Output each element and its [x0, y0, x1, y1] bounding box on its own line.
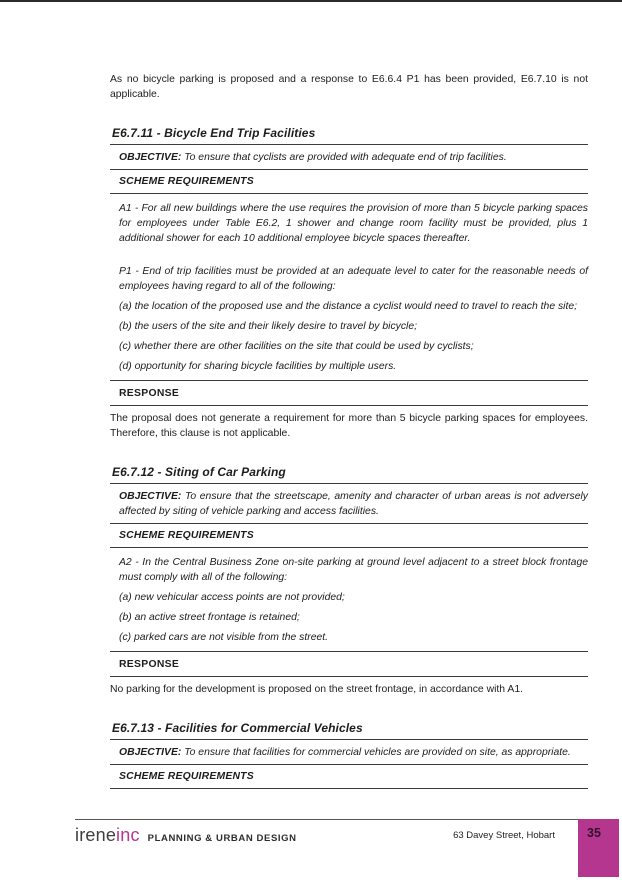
objective-label: OBJECTIVE:	[119, 747, 182, 758]
logo-text-inc: inc	[116, 825, 140, 845]
objective-label: OBJECTIVE:	[119, 491, 182, 502]
section-e6-7-12	[110, 465, 588, 697]
scheme-requirements-row: SCHEME REQUIREMENTS	[110, 170, 588, 194]
requirement-list-item: (a) new vehicular access points are not provided;	[119, 592, 345, 603]
requirement-list-item: (d) opportunity for sharing bicycle facilities by multiple users.	[119, 361, 397, 372]
requirement-list-item: (a) the location of the proposed use and the distance a cyclist would need to travel to reach the site;	[119, 301, 578, 312]
section-heading: E6.7.13 - Facilities for Commercial Vehicles	[110, 721, 588, 740]
intro-paragraph: As no bicycle parking is proposed and a response to E6.6.4 P1 has been provided, E6.7.10 is not applicable.	[110, 74, 588, 100]
section-heading: E6.7.12 - Siting of Car Parking	[110, 465, 588, 484]
page-number-badge: 35	[578, 819, 619, 877]
scheme-requirements-row: SCHEME REQUIREMENTS	[110, 765, 588, 789]
requirement-paragraph: A2 - In the Central Business Zone on-site parking at ground level adjacent to a street block frontage must comply with all of the following:	[119, 557, 588, 583]
logo-text-irene: irene	[75, 825, 117, 845]
objective-text: To ensure that facilities for commercial vehicles are provided on site, as appropriate.	[184, 747, 571, 758]
objective-row	[110, 145, 588, 170]
requirement-paragraph: A1 - For all new buildings where the use requires the provision of more than 5 bicycle parking spaces for employees under Table E6.2, 1 shower and change room facility must be provided, plus 1 additional shower for each 10 additional employee bicycle spaces thereafter.	[119, 203, 588, 244]
objective-text: To ensure that cyclists are provided with adequate end of trip facilities.	[184, 152, 507, 163]
footer-address: 63 Davey Street, Hobart	[453, 830, 555, 841]
requirement-list-item: (c) whether there are other facilities on the site that could be used by cyclists;	[119, 341, 474, 352]
logo-tagline: PLANNING & URBAN DESIGN	[147, 833, 297, 844]
section-e6-7-13	[110, 721, 588, 789]
scheme-requirements-row: SCHEME REQUIREMENTS	[110, 524, 588, 548]
footer-divider	[75, 819, 578, 820]
response-row: RESPONSE	[110, 652, 588, 677]
response-text: The proposal does not generate a requirement for more than 5 bicycle parking spaces for employees. Therefore, this clause is not applicable.	[110, 413, 588, 439]
requirements-block	[110, 194, 588, 381]
response-text: No parking for the development is proposed on the street frontage, in accordance with A1.	[110, 684, 523, 695]
response-row: RESPONSE	[110, 381, 588, 406]
company-logo	[75, 825, 297, 846]
section-e6-7-11	[110, 126, 588, 441]
page-content	[110, 72, 588, 789]
requirements-block	[110, 548, 588, 652]
objective-row	[110, 484, 588, 524]
objective-label: OBJECTIVE:	[119, 152, 182, 163]
section-heading: E6.7.11 - Bicycle End Trip Facilities	[110, 126, 588, 145]
requirement-list-item: (b) the users of the site and their likely desire to travel by bicycle;	[119, 321, 418, 332]
requirement-list-item: (b) an active street frontage is retained;	[119, 612, 300, 623]
requirement-paragraph: P1 - End of trip facilities must be provided at an adequate level to cater for the reasonable needs of employees having regard to all of the following:	[119, 266, 588, 292]
objective-row	[110, 740, 588, 765]
objective-text: To ensure that the streetscape, amenity and character of urban areas is not adversely affected by siting of vehicle parking and access facilities.	[119, 491, 589, 517]
requirement-list-item: (c) parked cars are not visible from the street.	[119, 632, 329, 643]
